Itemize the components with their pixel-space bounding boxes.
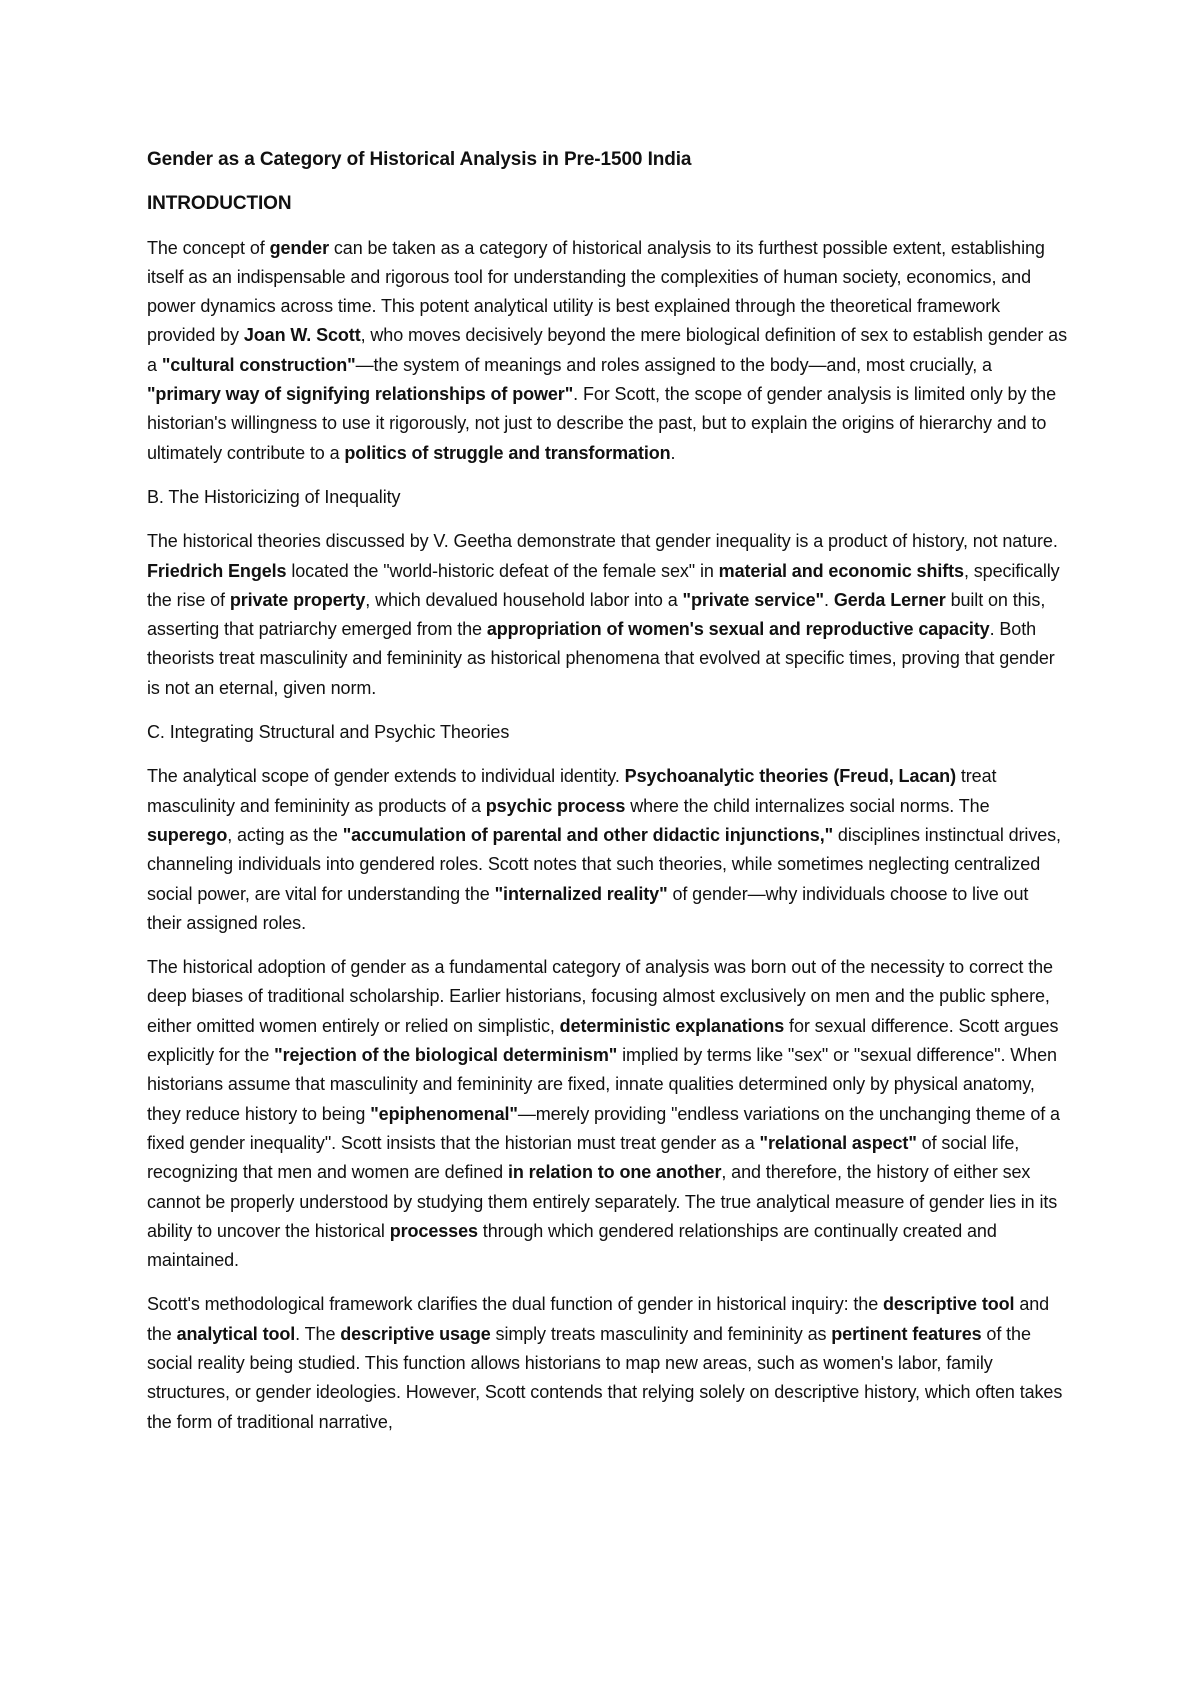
bold-term: psychic process: [485, 795, 626, 816]
document-page: [147, 145, 1067, 1452]
bold-term: Psychoanalytic theories (Freud, Lacan): [624, 766, 956, 787]
bold-term: Gerda Lerner: [833, 589, 946, 610]
paragraph-biological-determinism: The historical adoption of gender as a fundamental category of analysis was born out of the necessity to correct the deep biases of traditional scholarship. Earlier historians, focusing almost exclusively on men and the public sphere, either omitted women entirely or relied on simplistic, deterministic explanations for sexual difference. Scott argues explicitly for the "rejection of the biological determinism" implied by terms like "sex" or "sexual difference". When historians assume that masculinity and femininity are fixed, innate qualities determined only by physical anatomy, they reduce history to being "epiphenomenal"—merely providing "endless variations on the unchanging theme of a fixed gender inequality". Scott insists that the historian must treat gender as a "relational aspect" of social life, recognizing that men and women are defined in relation to one another, and therefore, the history of either sex cannot be properly understood by studying them entirely separately. The true analytical measure of gender lies in its ability to uncover the historical processes through which gendered relationships are continually created and maintained.: [147, 957, 1060, 1271]
bold-term: "epiphenomenal": [370, 1103, 518, 1124]
bold-term: "primary way of signifying relationships of power": [147, 384, 574, 405]
bold-term: Joan W. Scott: [243, 325, 361, 346]
bold-term: deterministic explanations: [559, 1015, 785, 1036]
paragraph-psychic-theories: The analytical scope of gender extends to individual identity. Psychoanalytic theories (Freud, Lacan) treat masculinity and femininity as products of a psychic process where the child internalizes social norms. The superego, acting as the "accumulation of parental and other didactic injunctions," disciplines instinctual drives, channeling individuals into gendered roles. Scott notes that such theories, while sometimes neglecting centralized social power, are vital for understanding the "internalized reality" of gender—why individuals choose to live out their assigned roles.: [147, 766, 1061, 933]
bold-term: superego: [147, 824, 228, 845]
bold-term: analytical tool: [176, 1323, 296, 1344]
bold-term: "private service": [682, 589, 824, 610]
bold-term: material and economic shifts: [718, 560, 964, 581]
paragraph-descriptive-analytical: Scott's methodological framework clarifies the dual function of gender in historical inquiry: the descriptive tool and the analytical tool. The descriptive usage simply treats masculinity and femininity as pertinent features of the social reality being studied. This function allows historians to map new areas, such as women's labor, family structures, or gender ideologies. However, Scott contends that relying solely on descriptive history, which often takes the form of traditional narrative,: [147, 1294, 1063, 1432]
bold-term: private property: [229, 589, 366, 610]
bold-term: "accumulation of parental and other didactic injunctions,": [342, 824, 834, 845]
bold-term: gender: [269, 237, 329, 258]
bold-term: appropriation of women's sexual and reproductive capacity: [486, 619, 990, 640]
bold-term: "internalized reality": [494, 883, 668, 904]
bold-term: processes: [389, 1220, 478, 1241]
paragraph-introduction: The concept of gender can be taken as a category of historical analysis to its furthest possible extent, establishing itself as an indispensable and rigorous tool for understanding the complexities of human society, economics, and power dynamics across time. This potent analytical utility is best explained through the theoretical framework provided by Joan W. Scott, who moves decisively beyond the mere biological definition of sex to establish gender as a "cultural construction"—the system of meanings and roles assigned to the body—and, most crucially, a "primary way of signifying relationships of power". For Scott, the scope of gender analysis is limited only by the historian's willingness to use it rigorously, not just to describe the past, but to explain the origins of hierarchy and to ultimately contribute to a politics of struggle and transformation.: [147, 237, 1067, 463]
bold-term: "relational aspect": [759, 1132, 917, 1153]
bold-term: "rejection of the biological determinism": [274, 1045, 618, 1066]
section-b-heading: B. The Historicizing of Inequality: [147, 486, 401, 507]
section-c-heading: C. Integrating Structural and Psychic Theories: [147, 722, 510, 743]
document-title: Gender as a Category of Historical Analysis in Pre-1500 India: [147, 149, 692, 170]
bold-term: politics of struggle and transformation: [344, 442, 671, 463]
bold-term: "cultural construction": [161, 354, 356, 375]
paragraph-historicizing-inequality: The historical theories discussed by V. Geetha demonstrate that gender inequality is a product of history, not nature. Friedrich Engels located the "world-historic defeat of the female sex" in material and economic shifts, specifically the rise of private property, which devalued household labor into a "private service". Gerda Lerner built on this, asserting that patriarchy emerged from the appropriation of women's sexual and reproductive capacity. Both theorists treat masculinity and femininity as historical phenomena that evolved at specific times, proving that gender is not an eternal, given norm.: [147, 531, 1060, 698]
bold-term: descriptive usage: [340, 1323, 491, 1344]
bold-term: descriptive tool: [883, 1294, 1015, 1315]
bold-term: in relation to one another: [507, 1162, 722, 1183]
introduction-heading: INTRODUCTION: [147, 193, 292, 215]
bold-term: Friedrich Engels: [147, 560, 287, 581]
bold-term: pertinent features: [831, 1323, 982, 1344]
